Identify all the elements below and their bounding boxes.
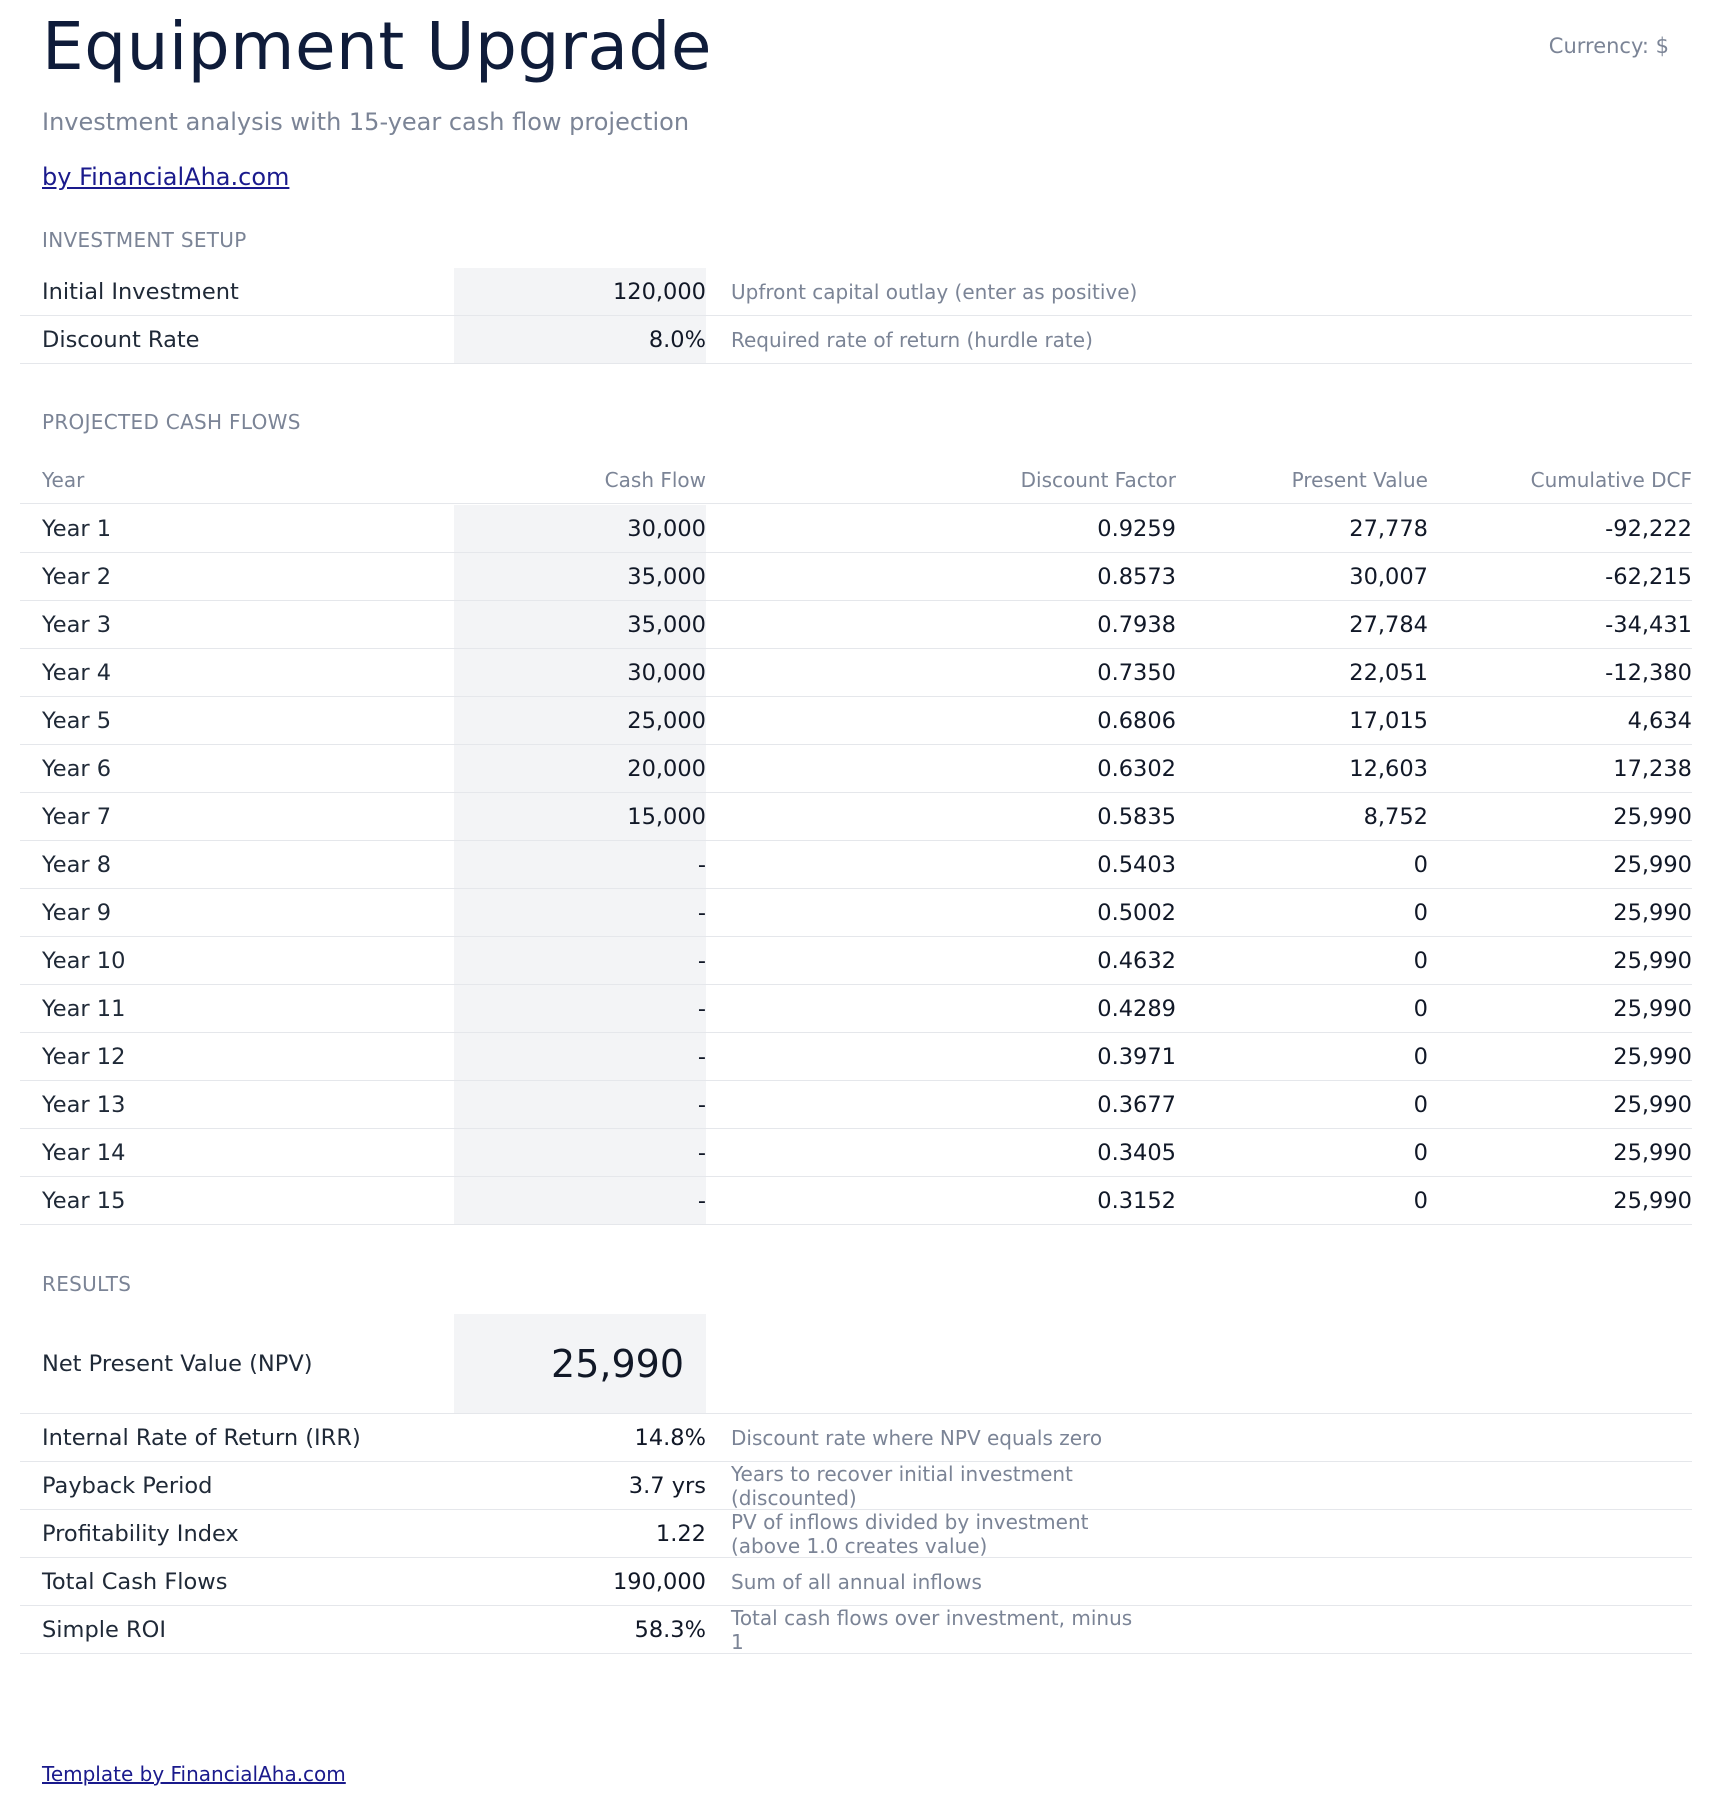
table-row [20, 505, 1692, 553]
year-cell: Year 14 [42, 1139, 126, 1166]
discount-factor-cell: 0.5835 [1097, 803, 1176, 830]
footer-link[interactable]: Template by FinancialAha.com [42, 1762, 346, 1786]
result-note: Discount rate where NPV equals zero [731, 1425, 1103, 1450]
result-value: 1.22 [655, 1520, 706, 1547]
result-label: Internal Rate of Return (IRR) [42, 1424, 361, 1451]
year-cell: Year 12 [42, 1043, 126, 1070]
cumulative-dcf-cell: 25,990 [1613, 803, 1692, 830]
byline-link[interactable]: by FinancialAha.com [42, 163, 290, 191]
result-label: Total Cash Flows [42, 1568, 228, 1595]
present-value-cell: 0 [1413, 1043, 1428, 1070]
year-cell: Year 2 [42, 563, 112, 590]
present-value-cell: 0 [1413, 1187, 1428, 1214]
discount-factor-cell: 0.3677 [1097, 1091, 1176, 1118]
cash-flow-input[interactable]: - [454, 1129, 706, 1176]
result-label: Simple ROI [42, 1616, 166, 1643]
cumulative-dcf-cell: 25,990 [1613, 1043, 1692, 1070]
result-value: 190,000 [612, 1568, 706, 1595]
result-value: 14.8% [634, 1424, 706, 1451]
table-row [20, 1081, 1692, 1129]
section-title-investment-setup: INVESTMENT SETUP [42, 228, 247, 252]
npv-label: Net Present Value (NPV) [42, 1350, 313, 1377]
initial-investment-input[interactable]: 120,000 [454, 268, 706, 315]
results-row [20, 1558, 1692, 1606]
section-title-projected-cash-flows: PROJECTED CASH FLOWS [42, 410, 301, 434]
year-cell: Year 10 [42, 947, 126, 974]
column-header-cash-flow: Cash Flow [604, 467, 706, 492]
discount-factor-cell: 0.4632 [1097, 947, 1176, 974]
present-value-cell: 22,051 [1349, 659, 1428, 686]
present-value-cell: 30,007 [1349, 563, 1428, 590]
discount-factor-cell: 0.3152 [1097, 1187, 1176, 1214]
result-label: Profitability Index [42, 1520, 239, 1547]
present-value-cell: 0 [1413, 1091, 1428, 1118]
results-row [20, 1510, 1692, 1558]
discount-factor-cell: 0.5403 [1097, 851, 1176, 878]
result-note: Years to recover initial investment (discounted) [731, 1461, 1073, 1510]
discount-factor-cell: 0.8573 [1097, 563, 1176, 590]
setup-note: Required rate of return (hurdle rate) [731, 327, 1093, 352]
table-row [20, 889, 1692, 937]
result-label: Payback Period [42, 1472, 213, 1499]
column-header-present-value: Present Value [1291, 467, 1428, 492]
table-row [20, 1177, 1692, 1225]
currency-label: Currency: $ [1548, 34, 1669, 58]
cash-flow-input[interactable]: 15,000 [454, 793, 706, 840]
discount-factor-cell: 0.5002 [1097, 899, 1176, 926]
year-cell: Year 6 [42, 755, 112, 782]
cashflow-table-header [20, 456, 1692, 504]
cash-flow-input[interactable]: 20,000 [454, 745, 706, 792]
present-value-cell: 0 [1413, 947, 1428, 974]
cumulative-dcf-cell: 25,990 [1613, 1187, 1692, 1214]
result-note: Total cash flows over investment, minus 1 [731, 1605, 1133, 1654]
page-subtitle: Investment analysis with 15-year cash flow projection [42, 108, 690, 136]
section-title-results: RESULTS [42, 1272, 132, 1296]
results-row-npv [20, 1314, 1692, 1414]
cash-flow-input[interactable]: 25,000 [454, 697, 706, 744]
discount-factor-cell: 0.7938 [1097, 611, 1176, 638]
cumulative-dcf-cell: 25,990 [1613, 947, 1692, 974]
year-cell: Year 1 [42, 515, 112, 542]
table-row [20, 649, 1692, 697]
present-value-cell: 0 [1413, 851, 1428, 878]
discount-factor-cell: 0.9259 [1097, 515, 1176, 542]
table-row [20, 985, 1692, 1033]
cash-flow-input[interactable]: 30,000 [454, 649, 706, 696]
column-header-discount-factor: Discount Factor [1020, 467, 1176, 492]
cumulative-dcf-cell: -34,431 [1605, 611, 1692, 638]
cumulative-dcf-cell: 25,990 [1613, 1091, 1692, 1118]
year-cell: Year 3 [42, 611, 112, 638]
year-cell: Year 9 [42, 899, 112, 926]
setup-label: Initial Investment [42, 278, 239, 305]
table-row [20, 553, 1692, 601]
table-row [20, 1033, 1692, 1081]
results-row [20, 1414, 1692, 1462]
year-cell: Year 13 [42, 1091, 126, 1118]
present-value-cell: 12,603 [1349, 755, 1428, 782]
table-row [20, 1129, 1692, 1177]
setup-row-discount-rate [20, 316, 1692, 364]
present-value-cell: 27,784 [1349, 611, 1428, 638]
present-value-cell: 0 [1413, 899, 1428, 926]
results-row [20, 1606, 1692, 1654]
discount-factor-cell: 0.6302 [1097, 755, 1176, 782]
page-title: Equipment Upgrade [42, 8, 712, 85]
discount-rate-input[interactable]: 8.0% [454, 316, 706, 363]
result-note: Sum of all annual inflows [731, 1569, 982, 1594]
cash-flow-input[interactable]: - [454, 1081, 706, 1128]
year-cell: Year 5 [42, 707, 112, 734]
year-cell: Year 15 [42, 1187, 126, 1214]
year-cell: Year 4 [42, 659, 112, 686]
setup-row-initial-investment [20, 268, 1692, 316]
table-row [20, 745, 1692, 793]
cumulative-dcf-cell: 17,238 [1613, 755, 1692, 782]
table-row [20, 937, 1692, 985]
cumulative-dcf-cell: 25,990 [1613, 851, 1692, 878]
year-cell: Year 8 [42, 851, 112, 878]
cumulative-dcf-cell: 4,634 [1627, 707, 1692, 734]
table-row [20, 793, 1692, 841]
column-header-year: Year [42, 467, 85, 492]
discount-factor-cell: 0.4289 [1097, 995, 1176, 1022]
cumulative-dcf-cell: -92,222 [1605, 515, 1692, 542]
discount-factor-cell: 0.3971 [1097, 1043, 1176, 1070]
cash-flow-input[interactable]: 30,000 [454, 505, 706, 552]
result-value: 58.3% [634, 1616, 706, 1643]
present-value-cell: 0 [1413, 1139, 1428, 1166]
cumulative-dcf-cell: 25,990 [1613, 1139, 1692, 1166]
cash-flow-input[interactable]: 35,000 [454, 601, 706, 648]
cash-flow-input[interactable]: 35,000 [454, 553, 706, 600]
cash-flow-input[interactable]: - [454, 1033, 706, 1080]
cumulative-dcf-cell: -62,215 [1605, 563, 1692, 590]
npv-value: 25,990 [454, 1314, 706, 1413]
setup-label: Discount Rate [42, 326, 200, 353]
results-row [20, 1462, 1692, 1510]
present-value-cell: 17,015 [1349, 707, 1428, 734]
cumulative-dcf-cell: -12,380 [1605, 659, 1692, 686]
table-row [20, 697, 1692, 745]
cumulative-dcf-cell: 25,990 [1613, 899, 1692, 926]
cumulative-dcf-cell: 25,990 [1613, 995, 1692, 1022]
cash-flow-input[interactable]: - [454, 985, 706, 1032]
discount-factor-cell: 0.7350 [1097, 659, 1176, 686]
year-cell: Year 11 [42, 995, 126, 1022]
present-value-cell: 8,752 [1363, 803, 1428, 830]
cash-flow-input[interactable]: - [454, 889, 706, 936]
result-value: 3.7 yrs [628, 1472, 706, 1499]
cash-flow-input[interactable]: - [454, 937, 706, 984]
setup-note: Upfront capital outlay (enter as positive) [731, 279, 1138, 304]
cash-flow-input[interactable]: - [454, 1177, 706, 1224]
table-row [20, 841, 1692, 889]
discount-factor-cell: 0.6806 [1097, 707, 1176, 734]
present-value-cell: 0 [1413, 995, 1428, 1022]
table-row [20, 601, 1692, 649]
discount-factor-cell: 0.3405 [1097, 1139, 1176, 1166]
year-cell: Year 7 [42, 803, 112, 830]
present-value-cell: 27,778 [1349, 515, 1428, 542]
column-header-cumulative-dcf: Cumulative DCF [1530, 467, 1692, 492]
result-note: PV of inflows divided by investment (above 1.0 creates value) [731, 1509, 1089, 1558]
cash-flow-input[interactable]: - [454, 841, 706, 888]
